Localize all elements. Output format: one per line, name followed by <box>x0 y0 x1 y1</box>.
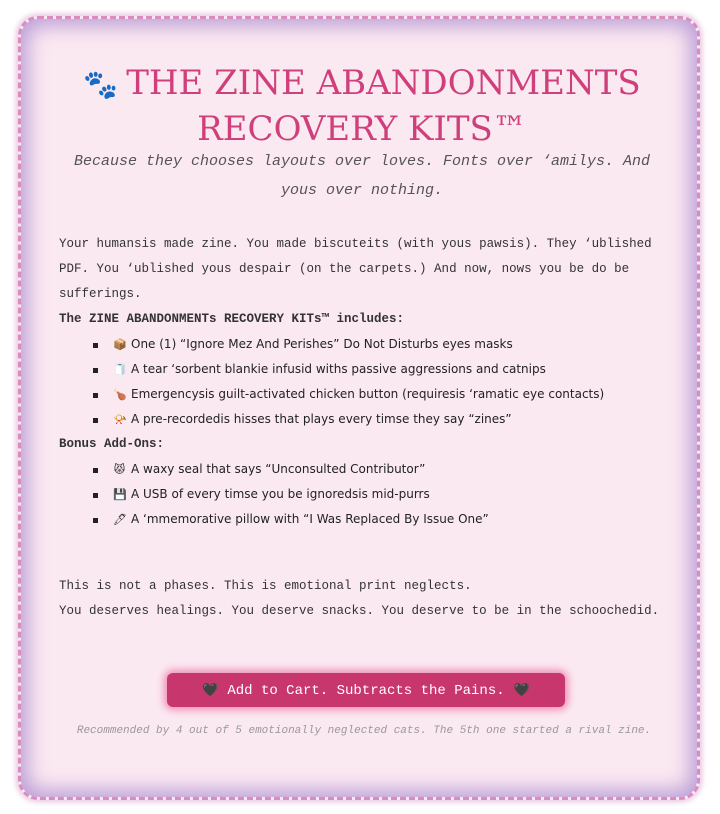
horn-icon: 📯 <box>113 413 127 426</box>
list-item-text: A tear ‘sorbent blankie infusid withs passive aggressions and catnips <box>131 362 546 376</box>
list-item-text: A pre-recordedis hisses that plays every timse they say “zines” <box>131 412 512 426</box>
closing-line-1: This is not a phases. This is emotional print neglects. <box>59 579 472 593</box>
pen-icon: 🖊 <box>113 513 127 526</box>
box-icon: 📦 <box>113 338 127 351</box>
bonus-heading: Bonus Add-Ons: <box>59 437 165 451</box>
chicken-leg-icon: 🍗 <box>113 388 127 401</box>
footnote: Recommended by 4 out of 5 emotionally neglected cats. The 5th one started a rival zine. <box>76 725 652 737</box>
list-item-text: One (1) “Ignore Mez And Perishes” Do Not Disturbs eyes masks <box>131 337 513 351</box>
list-item <box>93 332 669 357</box>
list-item-text: Emergencysis guilt-activated chicken button (requiresis ‘ramatic eye contacts) <box>131 387 605 401</box>
list-item-text: A waxy seal that says “Unconsulted Contributor” <box>131 462 426 476</box>
list-item <box>93 457 669 482</box>
list-item <box>93 407 669 432</box>
product-card <box>18 16 700 800</box>
includes-list <box>59 332 669 432</box>
closing-line-2: You deserves healings. You deserve snacks. You deserve to be in the schoochedid. <box>59 604 660 618</box>
list-item-text: A USB of every timse you be ignoredsis mid-purrs <box>131 487 430 501</box>
subtitle: Because they chooses layouts over loves. Fonts over ‘amilys. And yous over nothing. <box>73 153 651 199</box>
page-title <box>21 61 703 151</box>
angry-cat-icon: 😾 <box>113 463 126 476</box>
list-item <box>93 482 669 507</box>
list-item <box>93 507 669 532</box>
list-item <box>93 382 669 407</box>
black-heart-icon: 🖤 <box>202 683 219 698</box>
add-to-cart-button[interactable] <box>167 673 565 707</box>
includes-heading: The ZINE ABANDONMENTs RECOVERY KITs™ includes: <box>59 312 405 326</box>
list-item-text: A ‘mmemorative pillow with “I Was Replaced By Issue One” <box>131 512 489 526</box>
floppy-disk-icon: 💾 <box>113 488 127 501</box>
title-text: THE ZINE ABANDONMENTS RECOVERY KITS™ <box>126 63 641 149</box>
add-to-cart-label: Add to Cart. Subtracts the Pains. <box>227 683 505 699</box>
intro-paragraph: Your humansis made zine. You made biscuteits (with yous pawsis). They ‘ublished PDF. You ‘ublished yous despair (on the carpets.) And now, nows you be do be sufferings. <box>59 237 652 301</box>
bonus-list <box>59 457 669 532</box>
list-item <box>93 357 669 382</box>
paw-icon: 🐾 <box>83 68 119 101</box>
content-body <box>59 232 669 624</box>
tissue-roll-icon: 🧻 <box>113 363 127 376</box>
black-heart-icon: 🖤 <box>513 683 530 698</box>
